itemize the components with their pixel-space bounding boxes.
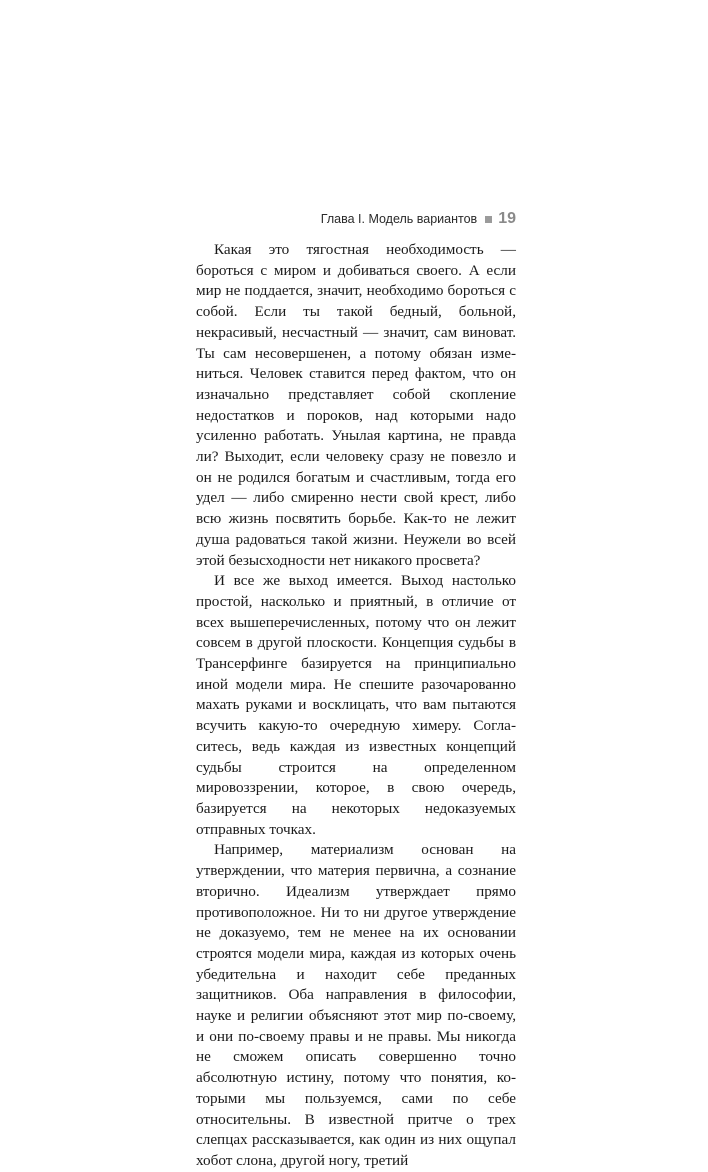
paragraph-3: Например, материализм основан на утверждении, что материя первична, а сознание вторично. Идеализм утверждает прямо противоположное. Ни то ни другое утверждение не доказуемо, тем не менее на их основании строятся модели мира, каждая из которых очень убедительна и находит себе преданных защитников. Оба направления в философии, науке и религии объясняют этот мир по-своему, и они по-своему правы и не правы. Мы никогда не сможем описать совершенно точно абсолютную истину, потому что понятия, которыми мы пользуемся, сами по себе относительны. В известной притче о трех слепцах рассказывается, как один из них ощупал хобот слона, другой ногу, третий bbox=[196, 841, 516, 1169]
paragraph-2: И все же выход имеется. Выход настолько простой, насколько и приятный, в отличие от всех вышеперeчисленных, потому что он лежит совсем в другой плоскости. Концепция судьбы в Трансерфинге базируется на принципиально иной модели мира. Не спешите разочарованно махать руками и восклицать, что вам пытаются всучить какую-то очередную химеру. Согласитесь, ведь каждая из известных концепций судьбы строится на определенном мировоззрении, которое, в свою очередь, базируется на некоторых недоказуемых отправных точках. bbox=[196, 572, 516, 838]
square-marker-icon bbox=[485, 216, 492, 223]
body-text bbox=[196, 240, 516, 1172]
page-number: 19 bbox=[498, 210, 516, 227]
running-title: Глава I. Модель вариантов bbox=[320, 212, 478, 226]
running-header bbox=[196, 208, 516, 230]
paragraph-1: Какая это тягостная необходимость — бороться с миром и добиваться своего. А если мир не поддается, значит, необходимо бороться с собой. Если ты такой бедный, больной, некрасивый, несчастный — значит, сам виноват. Ты сам несовершенен, а потому обязан измениться. Человек ставится перед фактом, что он изначально представляет собой скопление недостатков и пороков, над которыми надо усиленно работать. Унылая картина, не правда ли? Выходит, если человеку сразу не повезло и он не родился богатым и счастливым, тогда его удел — либо смиренно нести свой крест, либо всю жизнь посвятить борьбе. Как-то не лежит душа радоваться такой жизни. Неужели во всей этой безысходности нет никакого просвета? bbox=[196, 241, 516, 569]
